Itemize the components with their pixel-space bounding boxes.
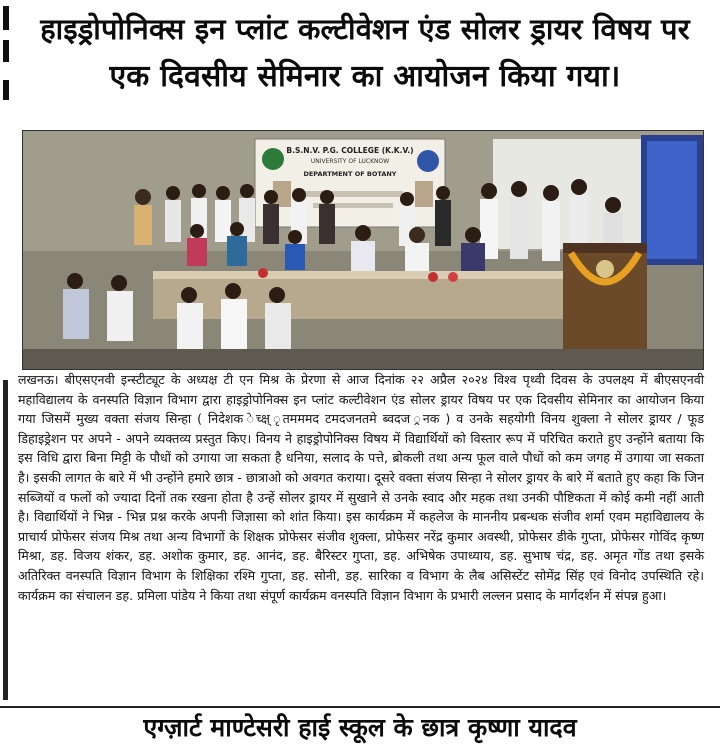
- article-body: लखनऊ। बीएसएनवी इन्स्टीट्यूट के अध्यक्ष टी एन मिश्र के प्रेरणा से आज दिनांक २२ अप्रैल २०२४ विश्व पृथ्वी दिवस के उपलक्ष्य में बीएसएनवी महाविद्यालय के वनस्पति विज्ञान विभाग द्वारा हाइड्रोपोनिक्स इन प्लांट कल्टीवेशन एंड सोलर ड्रायर विषय पर एक दिवसीय सेमिनार का आयोजन किया गया जिसमें मुख्य वक्ता संजय सिन्हा ( निदेशक ेच्क्ष् ृतमममद टमदजनतमे ब्वदज ्रनक ) व उनके सहयोगी विनय शुक्ला ने सोलर ड्रायर / फूड डिहाइड्रेशन पर अपने - अपने व्यक्तव्य प्रस्तुत किए। विनय ने हाइड्रोपोनिक्स विषय में विद्यार्थियों को विस्तार रूप में परिचित कराते हुए उन्होंने बताया कि इस विधि द्वारा बिना मिट्टी के पौधों को उगाया जा सकता है धनिया, सलाद के पत्ते, ब्रोकली तथा अन्य फूल वाले पौधों को कम जगह में उगाया जा सकता है। इसकी लागत के बारे में भी उन्होंने हमारे छात्र - छात्राओ को अवगत कराया। दूसरे वक्ता संजय सिन्हा ने सोलर ड्रायर के बारे में बताते हुए कहा कि जिन सब्जियों व फलों को ज्यादा दिनों तक रखना होता है उन्हें सोलर ड्रायर में सुखाने से उनके स्वाद और महक तथा उनकी पौष्टिकता में कोई कमी नहीं आती है। विद्यार्थियों ने भिन्न - भिन्न प्रश्न करके अपनी जिज्ञासा को शांत किया। इस कार्यक्रम में कहलेज के माननीय प्रबन्धक संजीव शर्मा एवम महाविद्यालय के प्राचार्य प्रोफेसर संजय मिश्र तथा अन्य विभागों के शिक्षक प्रोफेसर संजीव शुक्ला, प्रोफेसर नरेंद्र कुमार अवस्थी, प्रोफेसर डीके गुप्ता, प्रोफेसर गोविंद कृष्ण मिश्रा, डह. विजय शंकर, डह. अशोक कुमार, डह. आनंद, डह. बैरिस्टर गुप्ता, डह. अभिषेक उपाध्याय, डह. सुभाष चंद्र, डह. अमृत गोंड तथा इसके अतिरिक्त वनस्पति विज्ञान विभाग के शिक्षिका रश्मि गुप्ता, डह. सोनी, डह. सारिका व विभाग के लैब असिस्टेंट सोमेंद्र सिंह एवं विनोद उपस्थिति रहे। कार्यक्रम का संचालन डह. प्रमिला पांडेय ने किया तथा संपूर्ण कार्यक्रम वनस्पति विज्ञान विभाग के प्रभारी लल्लन प्रसाद के मार्गदर्शन में संपन्न हुआ।: [18, 372, 704, 603]
- column-rule: [3, 80, 9, 100]
- banner-university: UNIVERSITY OF LUCKNOW: [310, 158, 390, 165]
- column-rule: [3, 40, 9, 62]
- banner-college: B.S.N.V. P.G. COLLEGE (K.K.V.): [286, 146, 414, 155]
- headline-line-2: एक दिवसीय सेमिनार का आयोजन किया गया।: [109, 59, 621, 94]
- headline: [20, 6, 710, 102]
- seminar-photo: [22, 130, 704, 370]
- footer-caption: एग्ज़ार्ट माण्टेसरी हाई स्कूल के छात्र कृष्णा यादव: [0, 706, 720, 748]
- column-rule: [3, 6, 9, 30]
- headline-line-1: हाइड्रोपोनिक्स इन प्लांट कल्टीवेशन एंड सोलर ड्रायर विषय पर: [40, 12, 690, 46]
- seminar-photo-illustration: [23, 131, 703, 369]
- banner-department: DEPARTMENT OF BOTANY: [303, 170, 397, 178]
- column-rule: [3, 380, 8, 700]
